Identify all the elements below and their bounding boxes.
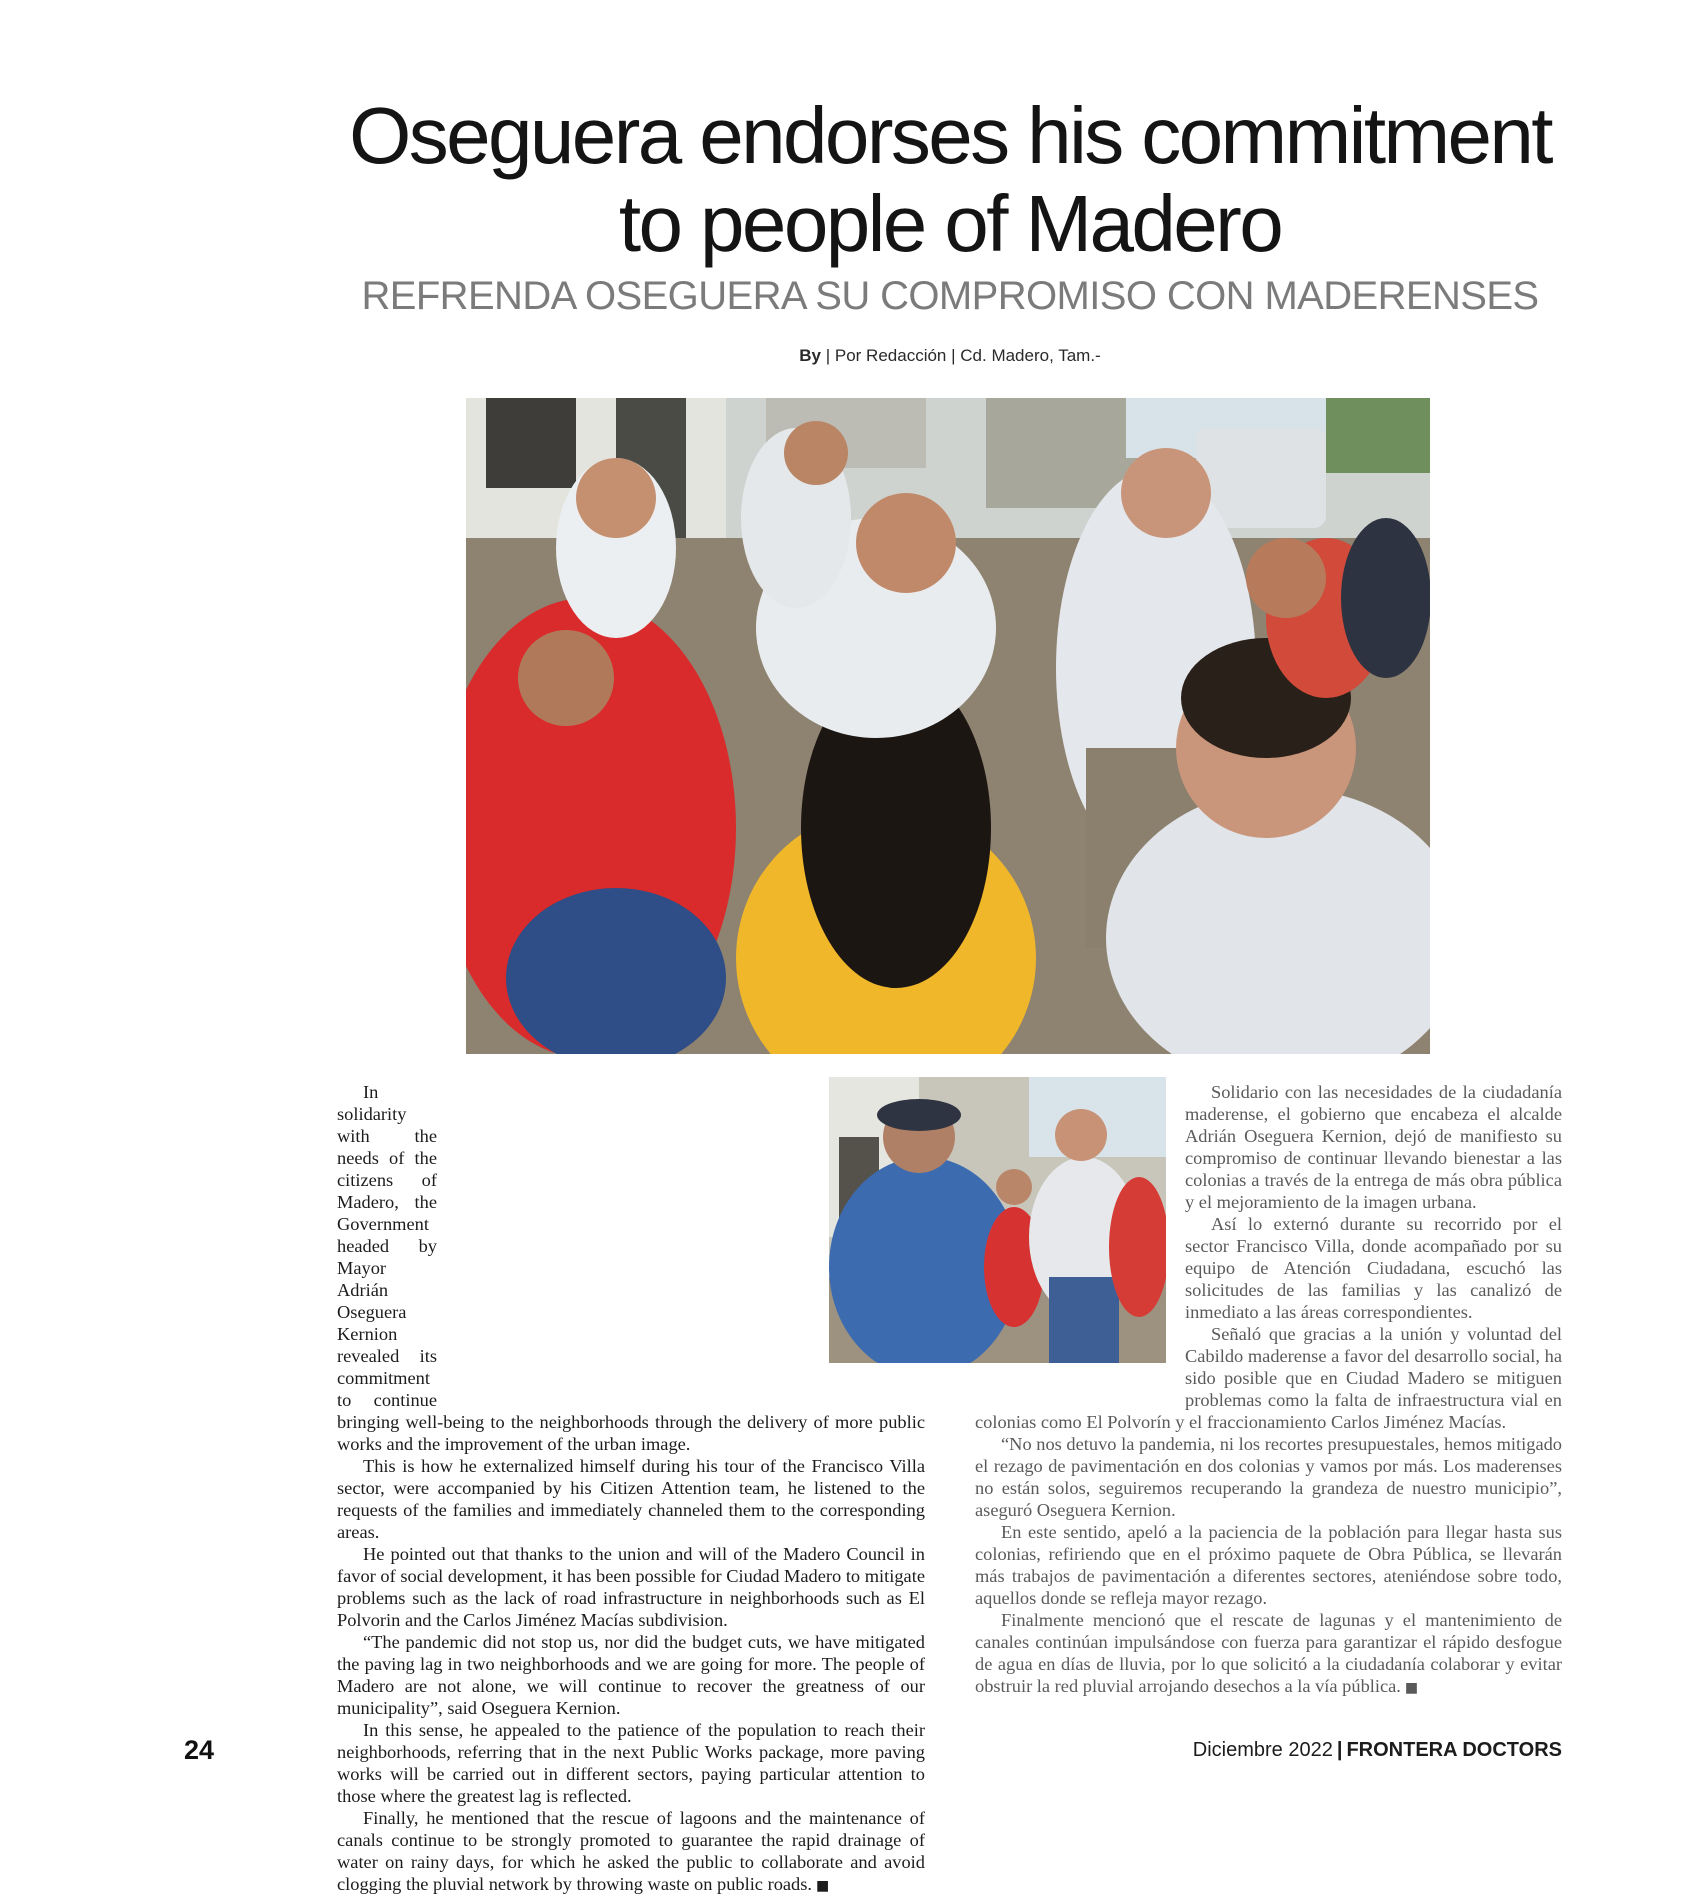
- footer-publication: FRONTERA DOCTORS: [1346, 1739, 1562, 1761]
- subheadline: REFRENDA OSEGUERA SU COMPROMISO CON MADERENSES: [361, 274, 1539, 318]
- english-paragraph-1: In solidarity with the needs of the citizens of Madero, the Government headed by Mayor Adrián Oseguera Kernion revealed its commitment to continue bringing well-being to the neighborhoods through the delivery of more public works and the improvement of the urban image.: [337, 1082, 925, 1454]
- footer-separator: |: [1336, 1739, 1343, 1761]
- end-mark-icon: ■: [1404, 1680, 1419, 1696]
- spanish-paragraph-5: En este sentido, apeló a la paciencia de la población para llegar hasta sus colonias, refiriendo que en el próximo paquete de Obra Pública, se llevarán más trabajos de pavimentación a diferentes sectores, ateniéndose sobre todo, aquellos donde se refleja mayor rezago.: [975, 1522, 1562, 1608]
- spanish-paragraph-6: Finalmente mencionó que el rescate de lagunas y el mantenimiento de canales continúan impulsándose con fuerza para garantizar el rápido desfogue de agua en días de lluvia, por lo que solicitó a la ciudadanía colaborar y evitar obstruir la red pluvial arrojando desechos a la vía pública.: [975, 1610, 1562, 1696]
- headline-line-1: Oseguera endorses his commitment: [349, 91, 1551, 180]
- headline-line-2: to people of Madero: [618, 179, 1282, 268]
- byline-author: | Por Redacción: [825, 346, 947, 365]
- spanish-paragraph-2: Así lo externó durante su recorrido por el sector Francisco Villa, donde acompañado por su equipo de Atención Ciudadana, escuchó las solicitudes de las familias y las canalizó de inmediato a las áreas correspondientes.: [1185, 1214, 1562, 1322]
- english-paragraph-2: This is how he externalized himself during his tour of the Francisco Villa sector, were accompanied by his Citizen Attention team, he listened to the requests of the families and immediately channeled them to the corresponding areas.: [337, 1456, 925, 1542]
- english-paragraph-3: He pointed out that thanks to the union and will of the Madero Council in favor of social development, it has been possible for Ciudad Madero to mitigate problems such as the lack of road infrastructure in neighborhoods such as El Polvorin and the Carlos Jiménez Macías subdivision.: [337, 1544, 925, 1630]
- inset-photo-space: [437, 1081, 925, 1394]
- article-body-english: [337, 1081, 925, 1897]
- footer: [1193, 1739, 1562, 1762]
- byline-by-label: By: [799, 346, 821, 365]
- inset-photo-space-left: [975, 1081, 1185, 1399]
- byline: [300, 346, 1600, 366]
- headline: [300, 92, 1600, 268]
- english-paragraph-5: In this sense, he appealed to the patience of the population to reach their neighborhoods, referring that in the next Public Works package, more paving works will be carried out in different sectors, paying particular attention to those where the greatest lag is reflected.: [337, 1720, 925, 1806]
- english-paragraph-6-wrap: [337, 1807, 925, 1897]
- spanish-paragraph-4: “No nos detuvo la pandemia, ni los recortes presupuestales, hemos mitigado el rezago de pavimentación en dos colonias y vamos por más. Los maderenses no están solos, seguiremos recuperando la grandeza de nuestro municipio”, aseguró Oseguera Kernion.: [975, 1434, 1562, 1520]
- spanish-paragraph-1: Solidario con las necesidades de la ciudadanía maderense, el gobierno que encabeza el alcalde Adrián Oseguera Kernion, dejó de manifiesto su compromiso de continuar llevando bienestar a las colonias a través de la entrega de más obra pública y el mejoramiento de la imagen urbana.: [1185, 1082, 1562, 1212]
- english-paragraph-4: “The pandemic did not stop us, nor did the budget cuts, we have mitigated the paving lag in two neighborhoods and we are going for more. The people of Madero are not alone, we will continue to recover the greatness of our municipality”, said Oseguera Kernion.: [337, 1632, 925, 1718]
- byline-location: | Cd. Madero, Tam.-: [951, 346, 1101, 365]
- spanish-paragraph-3: Señaló que gracias a la unión y voluntad del Cabildo maderense a favor del desarrollo social, ha sido posible que en Ciudad Madero se mitiguen problemas como la falta de infraestructura vial en colonias como El Polvorín y el fraccionamiento Carlos Jiménez Macías.: [975, 1324, 1562, 1432]
- spanish-paragraph-6-wrap: [975, 1609, 1562, 1699]
- end-mark-icon: ■: [816, 1878, 830, 1894]
- main-photo: [466, 398, 1430, 1054]
- page-number: 24: [184, 1735, 215, 1765]
- article-body-spanish: [975, 1081, 1562, 1699]
- footer-date: Diciembre 2022: [1192, 1739, 1333, 1761]
- english-paragraph-6: Finally, he mentioned that the rescue of lagoons and the maintenance of canals continue to be strongly promoted to guarantee the rapid drainage of water on rainy days, for which he asked the public to collaborate and avoid clogging the pluvial network by throwing waste on public roads.: [337, 1808, 925, 1894]
